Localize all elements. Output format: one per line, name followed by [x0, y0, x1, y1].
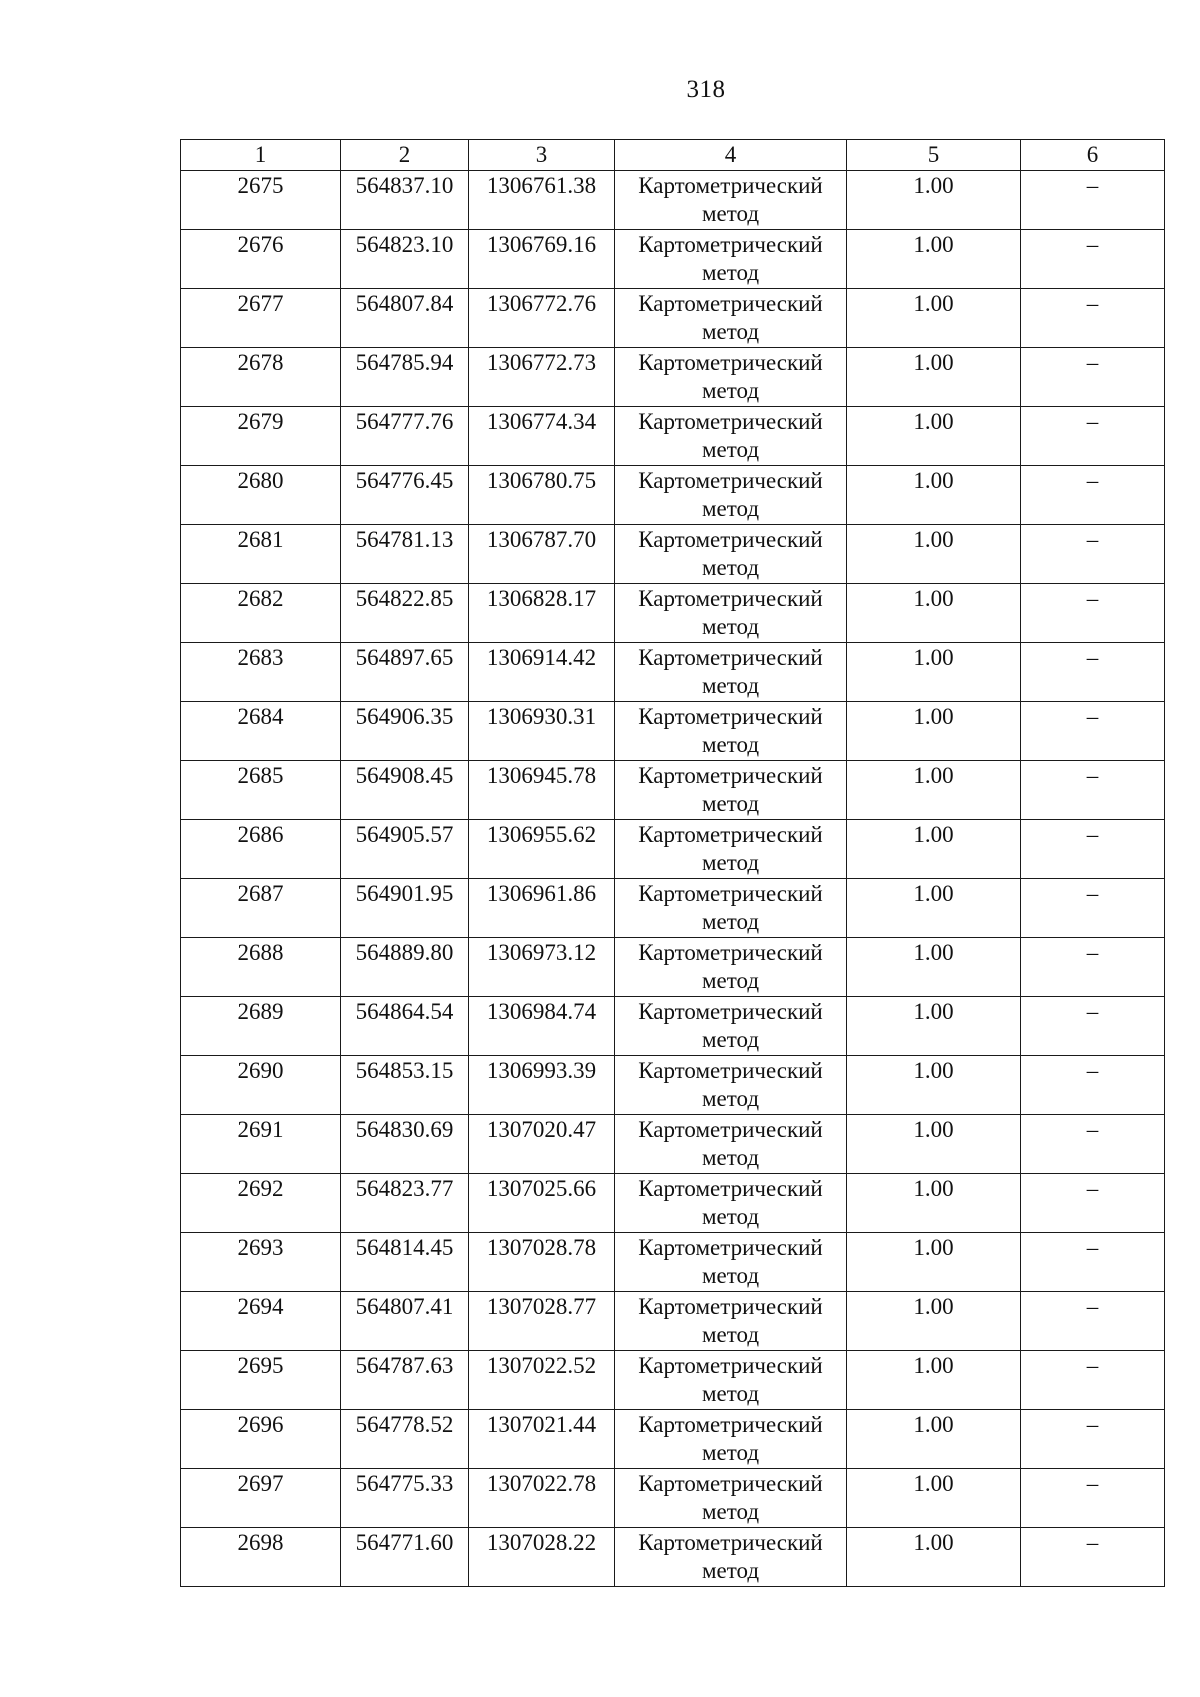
y-coordinate-cell: 1307028.77: [469, 1292, 615, 1351]
method-line: метод: [701, 909, 760, 934]
coordinates-table: [180, 139, 1165, 1587]
point-number-cell: 2692: [181, 1174, 341, 1233]
y-coordinate-cell: 1306993.39: [469, 1056, 615, 1115]
method-line: метод: [701, 1381, 760, 1406]
table-row: [181, 1056, 1165, 1115]
method-cell: [615, 1174, 847, 1233]
method-cell: [615, 702, 847, 761]
x-coordinate-cell: 564830.69: [341, 1115, 469, 1174]
point-number-cell: 2694: [181, 1292, 341, 1351]
method-cell: [615, 348, 847, 407]
point-number-cell: 2685: [181, 761, 341, 820]
accuracy-cell: 1.00: [847, 1351, 1021, 1410]
y-coordinate-cell: 1307022.78: [469, 1469, 615, 1528]
note-cell: –: [1021, 171, 1165, 230]
y-coordinate-cell: 1306945.78: [469, 761, 615, 820]
method-line: Картометрический: [638, 1412, 823, 1437]
point-number-cell: 2691: [181, 1115, 341, 1174]
method-cell: [615, 525, 847, 584]
x-coordinate-cell: 564775.33: [341, 1469, 469, 1528]
method-cell: [615, 466, 847, 525]
y-coordinate-cell: 1306914.42: [469, 643, 615, 702]
point-number-cell: 2697: [181, 1469, 341, 1528]
accuracy-cell: 1.00: [847, 230, 1021, 289]
table-row: [181, 1233, 1165, 1292]
method-line: метод: [701, 378, 760, 403]
method-line: метод: [701, 614, 760, 639]
y-coordinate-cell: 1306961.86: [469, 879, 615, 938]
x-coordinate-cell: 564807.84: [341, 289, 469, 348]
accuracy-cell: 1.00: [847, 171, 1021, 230]
point-number-cell: 2698: [181, 1528, 341, 1587]
table-row: [181, 1115, 1165, 1174]
method-line: Картометрический: [638, 232, 823, 257]
method-cell: [615, 171, 847, 230]
y-coordinate-cell: 1306780.75: [469, 466, 615, 525]
header-cell-3: 3: [469, 140, 615, 171]
accuracy-cell: 1.00: [847, 1056, 1021, 1115]
point-number-cell: 2676: [181, 230, 341, 289]
method-line: Картометрический: [638, 1353, 823, 1378]
method-cell: [615, 1292, 847, 1351]
accuracy-cell: 1.00: [847, 761, 1021, 820]
accuracy-cell: 1.00: [847, 1469, 1021, 1528]
table-row: [181, 1469, 1165, 1528]
method-line: Картометрический: [638, 173, 823, 198]
method-cell: [615, 997, 847, 1056]
method-line: метод: [701, 201, 760, 226]
table-row: [181, 938, 1165, 997]
note-cell: –: [1021, 1292, 1165, 1351]
x-coordinate-cell: 564771.60: [341, 1528, 469, 1587]
point-number-cell: 2675: [181, 171, 341, 230]
accuracy-cell: 1.00: [847, 1233, 1021, 1292]
table-row: [181, 348, 1165, 407]
y-coordinate-cell: 1306955.62: [469, 820, 615, 879]
method-line: метод: [701, 1204, 760, 1229]
method-line: Картометрический: [638, 1294, 823, 1319]
y-coordinate-cell: 1306774.34: [469, 407, 615, 466]
y-coordinate-cell: 1306828.17: [469, 584, 615, 643]
accuracy-cell: 1.00: [847, 1292, 1021, 1351]
table-row: [181, 761, 1165, 820]
x-coordinate-cell: 564776.45: [341, 466, 469, 525]
note-cell: –: [1021, 348, 1165, 407]
x-coordinate-cell: 564901.95: [341, 879, 469, 938]
method-cell: [615, 584, 847, 643]
x-coordinate-cell: 564822.85: [341, 584, 469, 643]
table-row: [181, 584, 1165, 643]
method-cell: [615, 879, 847, 938]
y-coordinate-cell: 1306769.16: [469, 230, 615, 289]
header-cell-1: 1: [181, 140, 341, 171]
point-number-cell: 2683: [181, 643, 341, 702]
table-row: [181, 230, 1165, 289]
note-cell: –: [1021, 1115, 1165, 1174]
method-line: Картометрический: [638, 645, 823, 670]
table-row: [181, 997, 1165, 1056]
method-line: Картометрический: [638, 468, 823, 493]
method-line: Картометрический: [638, 1176, 823, 1201]
accuracy-cell: 1.00: [847, 466, 1021, 525]
method-line: метод: [701, 1263, 760, 1288]
note-cell: –: [1021, 879, 1165, 938]
header-cell-6: 6: [1021, 140, 1165, 171]
point-number-cell: 2688: [181, 938, 341, 997]
accuracy-cell: 1.00: [847, 820, 1021, 879]
method-cell: [615, 289, 847, 348]
accuracy-cell: 1.00: [847, 938, 1021, 997]
point-number-cell: 2689: [181, 997, 341, 1056]
method-line: Картометрический: [638, 1235, 823, 1260]
accuracy-cell: 1.00: [847, 1174, 1021, 1233]
y-coordinate-cell: 1306930.31: [469, 702, 615, 761]
method-cell: [615, 820, 847, 879]
table-row: [181, 407, 1165, 466]
point-number-cell: 2678: [181, 348, 341, 407]
note-cell: –: [1021, 1174, 1165, 1233]
y-coordinate-cell: 1307028.78: [469, 1233, 615, 1292]
note-cell: –: [1021, 1528, 1165, 1587]
x-coordinate-cell: 564837.10: [341, 171, 469, 230]
y-coordinate-cell: 1307025.66: [469, 1174, 615, 1233]
method-cell: [615, 761, 847, 820]
x-coordinate-cell: 564781.13: [341, 525, 469, 584]
method-cell: [615, 1056, 847, 1115]
method-line: метод: [701, 1145, 760, 1170]
point-number-cell: 2690: [181, 1056, 341, 1115]
method-line: метод: [701, 319, 760, 344]
table-row: [181, 820, 1165, 879]
y-coordinate-cell: 1307021.44: [469, 1410, 615, 1469]
accuracy-cell: 1.00: [847, 525, 1021, 584]
method-line: Картометрический: [638, 291, 823, 316]
x-coordinate-cell: 564897.65: [341, 643, 469, 702]
method-line: Картометрический: [638, 586, 823, 611]
method-cell: [615, 1233, 847, 1292]
note-cell: –: [1021, 702, 1165, 761]
y-coordinate-cell: 1307028.22: [469, 1528, 615, 1587]
method-line: метод: [701, 555, 760, 580]
point-number-cell: 2681: [181, 525, 341, 584]
table-row: [181, 1292, 1165, 1351]
table-row: [181, 1410, 1165, 1469]
y-coordinate-cell: 1306761.38: [469, 171, 615, 230]
method-line: Картометрический: [638, 527, 823, 552]
method-line: Картометрический: [638, 999, 823, 1024]
y-coordinate-cell: 1306984.74: [469, 997, 615, 1056]
x-coordinate-cell: 564807.41: [341, 1292, 469, 1351]
x-coordinate-cell: 564823.77: [341, 1174, 469, 1233]
table-row: [181, 466, 1165, 525]
x-coordinate-cell: 564785.94: [341, 348, 469, 407]
method-cell: [615, 938, 847, 997]
note-cell: –: [1021, 761, 1165, 820]
x-coordinate-cell: 564905.57: [341, 820, 469, 879]
method-line: метод: [701, 1322, 760, 1347]
note-cell: –: [1021, 1410, 1165, 1469]
point-number-cell: 2696: [181, 1410, 341, 1469]
accuracy-cell: 1.00: [847, 879, 1021, 938]
point-number-cell: 2682: [181, 584, 341, 643]
table-row: [181, 289, 1165, 348]
method-line: метод: [701, 1558, 760, 1583]
x-coordinate-cell: 564908.45: [341, 761, 469, 820]
y-coordinate-cell: 1307020.47: [469, 1115, 615, 1174]
point-number-cell: 2680: [181, 466, 341, 525]
table-row: [181, 702, 1165, 761]
method-line: метод: [701, 791, 760, 816]
method-line: метод: [701, 496, 760, 521]
note-cell: –: [1021, 938, 1165, 997]
note-cell: –: [1021, 230, 1165, 289]
point-number-cell: 2693: [181, 1233, 341, 1292]
method-cell: [615, 1115, 847, 1174]
method-cell: [615, 407, 847, 466]
method-line: метод: [701, 1086, 760, 1111]
header-cell-5: 5: [847, 140, 1021, 171]
method-line: метод: [701, 850, 760, 875]
note-cell: –: [1021, 997, 1165, 1056]
accuracy-cell: 1.00: [847, 1410, 1021, 1469]
table-row: [181, 525, 1165, 584]
page-number: 318: [686, 76, 726, 103]
method-line: метод: [701, 732, 760, 757]
point-number-cell: 2677: [181, 289, 341, 348]
method-line: Картометрический: [638, 704, 823, 729]
y-coordinate-cell: 1307022.52: [469, 1351, 615, 1410]
note-cell: –: [1021, 525, 1165, 584]
x-coordinate-cell: 564777.76: [341, 407, 469, 466]
method-line: Картометрический: [638, 763, 823, 788]
method-line: метод: [701, 1027, 760, 1052]
header-cell-4: 4: [615, 140, 847, 171]
note-cell: –: [1021, 1351, 1165, 1410]
method-line: метод: [701, 437, 760, 462]
method-line: Картометрический: [638, 350, 823, 375]
table-row: [181, 171, 1165, 230]
accuracy-cell: 1.00: [847, 997, 1021, 1056]
table-row: [181, 1351, 1165, 1410]
method-line: Картометрический: [638, 1058, 823, 1083]
note-cell: –: [1021, 1469, 1165, 1528]
method-line: Картометрический: [638, 409, 823, 434]
x-coordinate-cell: 564906.35: [341, 702, 469, 761]
table-row: [181, 879, 1165, 938]
method-line: метод: [701, 260, 760, 285]
method-cell: [615, 643, 847, 702]
method-cell: [615, 1351, 847, 1410]
accuracy-cell: 1.00: [847, 702, 1021, 761]
method-line: Картометрический: [638, 1471, 823, 1496]
method-cell: [615, 1469, 847, 1528]
y-coordinate-cell: 1306973.12: [469, 938, 615, 997]
accuracy-cell: 1.00: [847, 348, 1021, 407]
x-coordinate-cell: 564853.15: [341, 1056, 469, 1115]
y-coordinate-cell: 1306772.73: [469, 348, 615, 407]
note-cell: –: [1021, 1233, 1165, 1292]
accuracy-cell: 1.00: [847, 289, 1021, 348]
accuracy-cell: 1.00: [847, 584, 1021, 643]
point-number-cell: 2686: [181, 820, 341, 879]
note-cell: –: [1021, 584, 1165, 643]
note-cell: –: [1021, 1056, 1165, 1115]
method-line: метод: [701, 1499, 760, 1524]
x-coordinate-cell: 564787.63: [341, 1351, 469, 1410]
accuracy-cell: 1.00: [847, 1115, 1021, 1174]
x-coordinate-cell: 564778.52: [341, 1410, 469, 1469]
table-row: [181, 1528, 1165, 1587]
method-line: Картометрический: [638, 1117, 823, 1142]
method-line: метод: [701, 673, 760, 698]
method-line: метод: [701, 1440, 760, 1465]
method-cell: [615, 1528, 847, 1587]
accuracy-cell: 1.00: [847, 407, 1021, 466]
y-coordinate-cell: 1306772.76: [469, 289, 615, 348]
method-cell: [615, 230, 847, 289]
note-cell: –: [1021, 466, 1165, 525]
accuracy-cell: 1.00: [847, 1528, 1021, 1587]
method-line: Картометрический: [638, 940, 823, 965]
y-coordinate-cell: 1306787.70: [469, 525, 615, 584]
table-row: [181, 643, 1165, 702]
accuracy-cell: 1.00: [847, 643, 1021, 702]
point-number-cell: 2684: [181, 702, 341, 761]
x-coordinate-cell: 564823.10: [341, 230, 469, 289]
header-cell-2: 2: [341, 140, 469, 171]
point-number-cell: 2695: [181, 1351, 341, 1410]
x-coordinate-cell: 564864.54: [341, 997, 469, 1056]
table-row: [181, 1174, 1165, 1233]
point-number-cell: 2679: [181, 407, 341, 466]
note-cell: –: [1021, 820, 1165, 879]
method-line: метод: [701, 968, 760, 993]
method-line: Картометрический: [638, 822, 823, 847]
x-coordinate-cell: 564814.45: [341, 1233, 469, 1292]
table-header-row: [181, 140, 1165, 171]
method-line: Картометрический: [638, 1530, 823, 1555]
note-cell: –: [1021, 407, 1165, 466]
method-line: Картометрический: [638, 881, 823, 906]
note-cell: –: [1021, 289, 1165, 348]
note-cell: –: [1021, 643, 1165, 702]
x-coordinate-cell: 564889.80: [341, 938, 469, 997]
method-cell: [615, 1410, 847, 1469]
point-number-cell: 2687: [181, 879, 341, 938]
